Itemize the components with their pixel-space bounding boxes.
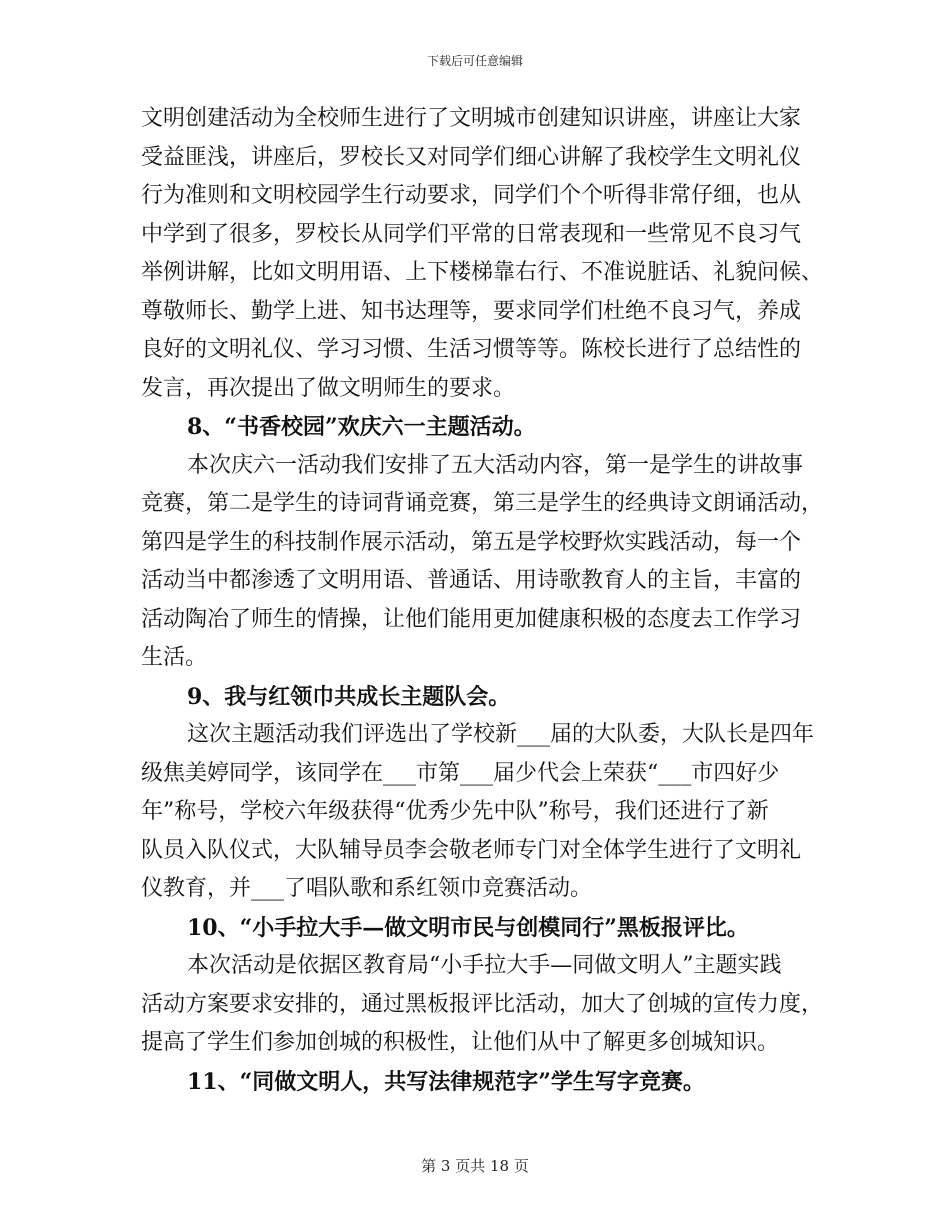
paragraph-line: 仪教育，并___了唱队歌和系红领巾竞赛活动。	[141, 876, 593, 901]
paragraph-line: 举例讲解，比如文明用语、上下楼梯靠右行、不准说脏话、礼貌问候、	[141, 260, 824, 285]
paragraph-line: 行为准则和文明校园学生行动要求，同学们个个听得非常仔细，也从	[141, 183, 802, 208]
paragraph-line: 第四是学生的科技制作展示活动，第五是学校野炊实践活动，每一个	[141, 529, 802, 555]
page-footer: 第 3 页共 18 页	[421, 1157, 529, 1175]
paragraph-line: 生活。	[141, 645, 208, 670]
paragraph-line: 年”称号，学校六年级获得“优秀少先中队”称号，我们还进行了新	[141, 799, 769, 824]
section-heading-line: 10、“小手拉大手—做文明市民与创模同行”黑板报评比。	[187, 914, 749, 941]
section-heading-line: 9、我与红领巾共成长主题队会。	[187, 683, 511, 710]
paragraph-line: 队员入队仪式，大队辅导员李会敬老师专门对全体学生进行了文明礼	[141, 837, 802, 863]
document-body	[141, 100, 824, 1101]
paragraph-line: 活动陶冶了师生的情操，让他们能用更加健康积极的态度去工作学习	[141, 606, 802, 632]
paragraph-line: 活动方案要求安排的，通过黑板报评比活动，加大了创城的宣传力度，	[141, 991, 824, 1017]
paragraph-line: 活动当中都渗透了文明用语、普通话、用诗歌教育人的主旨，丰富的	[141, 568, 802, 593]
paragraph-line: 中学到了很多，罗校长从同学们平常的日常表现和一些常见不良习气	[141, 221, 802, 247]
paragraph-line: 尊敬师长、勤学上进、知书达理等，要求同学们杜绝不良习气，养成	[141, 298, 802, 324]
paragraph-line: 文明创建活动为全校师生进行了文明城市创建知识讲座，讲座让大家	[141, 106, 802, 131]
paragraph-line: 提高了学生们参加创城的积极性，让他们从中了解更多创城知识。	[141, 1030, 780, 1055]
paragraph-line: 竞赛，第二是学生的诗词背诵竞赛，第三是学生的经典诗文朗诵活动，	[141, 491, 824, 516]
paragraph-line: 本次庆六一活动我们安排了五大活动内容，第一是学生的讲故事	[187, 452, 804, 478]
section-heading-line: 8、“书香校园”欢庆六一主题活动。	[187, 414, 536, 440]
page-header: 下载后可任意编辑	[426, 54, 523, 68]
paragraph-line: 发言，再次提出了做文明师生的要求。	[141, 375, 516, 401]
paragraph-line: 受益匪浅，讲座后，罗校长又对同学们细心讲解了我校学生文明礼仪	[141, 144, 802, 170]
paragraph-line: 良好的文明礼仪、学习习惯、生活习惯等等。陈校长进行了总结性的	[141, 337, 802, 362]
paragraph-line: 这次主题活动我们评选出了学校新___届的大队委，大队长是四年	[187, 722, 815, 747]
section-heading-line: 11、“同做文明人，共写法律规范字”学生写字竞赛。	[187, 1068, 705, 1095]
paragraph-line: 级焦美婷同学，该同学在___市第___届少代会上荣获“___市四好少	[141, 760, 780, 786]
paragraph-line: 本次活动是依据区教育局“小手拉大手—同做文明人”主题实践	[187, 953, 782, 978]
